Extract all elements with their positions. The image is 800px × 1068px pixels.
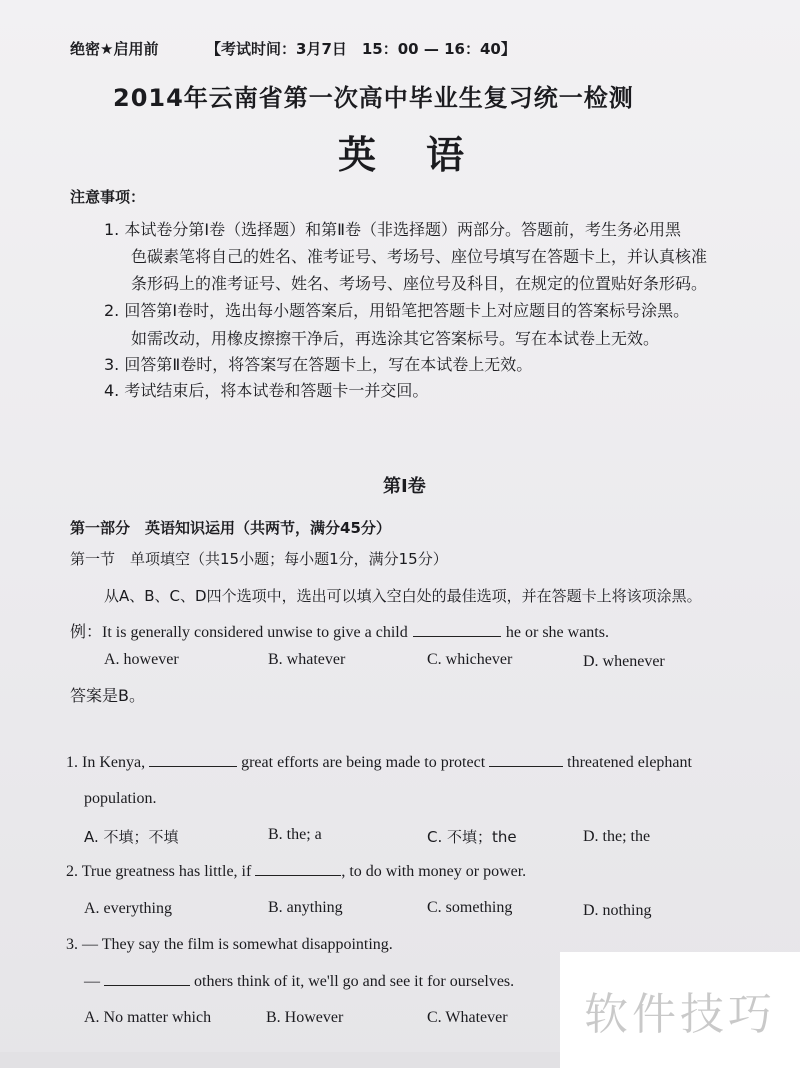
q1-text-c: threatened elephant <box>567 754 692 771</box>
answer-blank <box>489 766 563 767</box>
example-stem-b: he or she wants. <box>505 624 609 641</box>
watermark-logo <box>560 952 800 1068</box>
part-heading: 第一部分 英语知识运用（共两节，满分45分） <box>70 519 391 537</box>
q3-option-a: A. No matter which <box>84 1009 212 1026</box>
section-heading: 第一节 单项填空（共15小题；每小题1分，满分15分） <box>70 550 448 568</box>
q2-option-d: D. nothing <box>583 902 652 919</box>
answer-blank <box>104 985 190 986</box>
volume-heading: 第Ⅰ卷 <box>383 476 426 497</box>
notice-item-1: 1. 本试卷分第Ⅰ卷（选择题）和第Ⅱ卷（非选择题）两部分。答题前，考生务必用黑 <box>104 220 681 239</box>
q1-text-b: great efforts are being made to protect <box>241 754 486 771</box>
q2-option-a: A. everything <box>84 900 172 917</box>
q3-option-c: C. Whatever <box>427 1009 508 1026</box>
question-1 <box>66 754 692 772</box>
q1-option-a: A. 不填；不填 <box>84 828 179 846</box>
example-stem-a: It is generally considered unwise to give a child <box>102 624 408 641</box>
q2-option-b: B. anything <box>268 899 343 916</box>
notice-item-4: 4. 考试结束后，将本试卷和答题卡一并交回。 <box>104 381 429 400</box>
q3-dash: — <box>84 973 100 990</box>
q3-option-b: B. However <box>266 1009 344 1026</box>
question-2 <box>66 863 526 881</box>
example-option-b: B. whatever <box>268 651 346 668</box>
secret-tag: 绝密★启用前 <box>70 40 159 58</box>
q2-text-b: , to do with money or power. <box>341 863 527 880</box>
answer-blank <box>255 875 341 876</box>
notice-heading: 注意事项： <box>70 188 146 206</box>
notice-item-1-cont: 条形码上的准考证号、姓名、考场号、座位号及科目，在规定的位置贴好条形码。 <box>131 274 708 293</box>
answer-blank <box>149 766 237 767</box>
exam-time: 【考试时间：3月7日 15：00 — 16：40】 <box>206 40 516 58</box>
q3-line-1: 3. — They say the film is somewhat disappointing. <box>66 936 393 953</box>
notice-item-2: 2. 回答第Ⅰ卷时，选出每小题答案后，用铅笔把答题卡上对应题目的答案标号涂黑。 <box>104 301 690 320</box>
example-prefix: 例： <box>70 622 103 641</box>
q2-text-a: 2. True greatness has little, if <box>66 863 252 880</box>
watermark-text: 软件技巧 <box>584 989 776 1040</box>
notice-item-1-cont: 色碳素笔将自己的姓名、准考证号、考场号、座位号填写在答题卡上，并认真核准 <box>131 247 708 266</box>
example-option-d: D. whenever <box>583 653 665 670</box>
q1-text-d: population. <box>84 790 157 807</box>
subject-title: 英 语 <box>338 133 471 177</box>
page-bottom-edge <box>0 1052 560 1068</box>
instructions: 从A、B、C、D四个选项中，选出可以填入空白处的最佳选项，并在答题卡上将该项涂黑。 <box>104 587 702 605</box>
notice-item-3: 3. 回答第Ⅱ卷时，将答案写在答题卡上，写在本试卷上无效。 <box>104 355 533 374</box>
q1-option-b: B. the; a <box>268 826 322 843</box>
example-answer: 答案是B。 <box>70 686 145 705</box>
exam-title: 2014年云南省第一次高中毕业生复习统一检测 <box>113 84 634 112</box>
example-question <box>70 619 609 642</box>
notice-item-2-cont: 如需改动，用橡皮擦擦干净后，再选涂其它答案标号。写在本试卷上无效。 <box>131 329 660 348</box>
q1-text-a: 1. In Kenya, <box>66 754 146 771</box>
q3-text: others think of it, we'll go and see it for ourselves. <box>194 973 515 990</box>
example-option-c: C. whichever <box>427 651 513 668</box>
q1-option-c: C. 不填；the <box>427 828 517 846</box>
q1-option-d: D. the; the <box>583 828 651 845</box>
q3-line-2 <box>84 973 514 991</box>
example-option-a: A. however <box>104 651 179 668</box>
answer-blank <box>413 636 501 637</box>
q2-option-c: C. something <box>427 899 513 916</box>
